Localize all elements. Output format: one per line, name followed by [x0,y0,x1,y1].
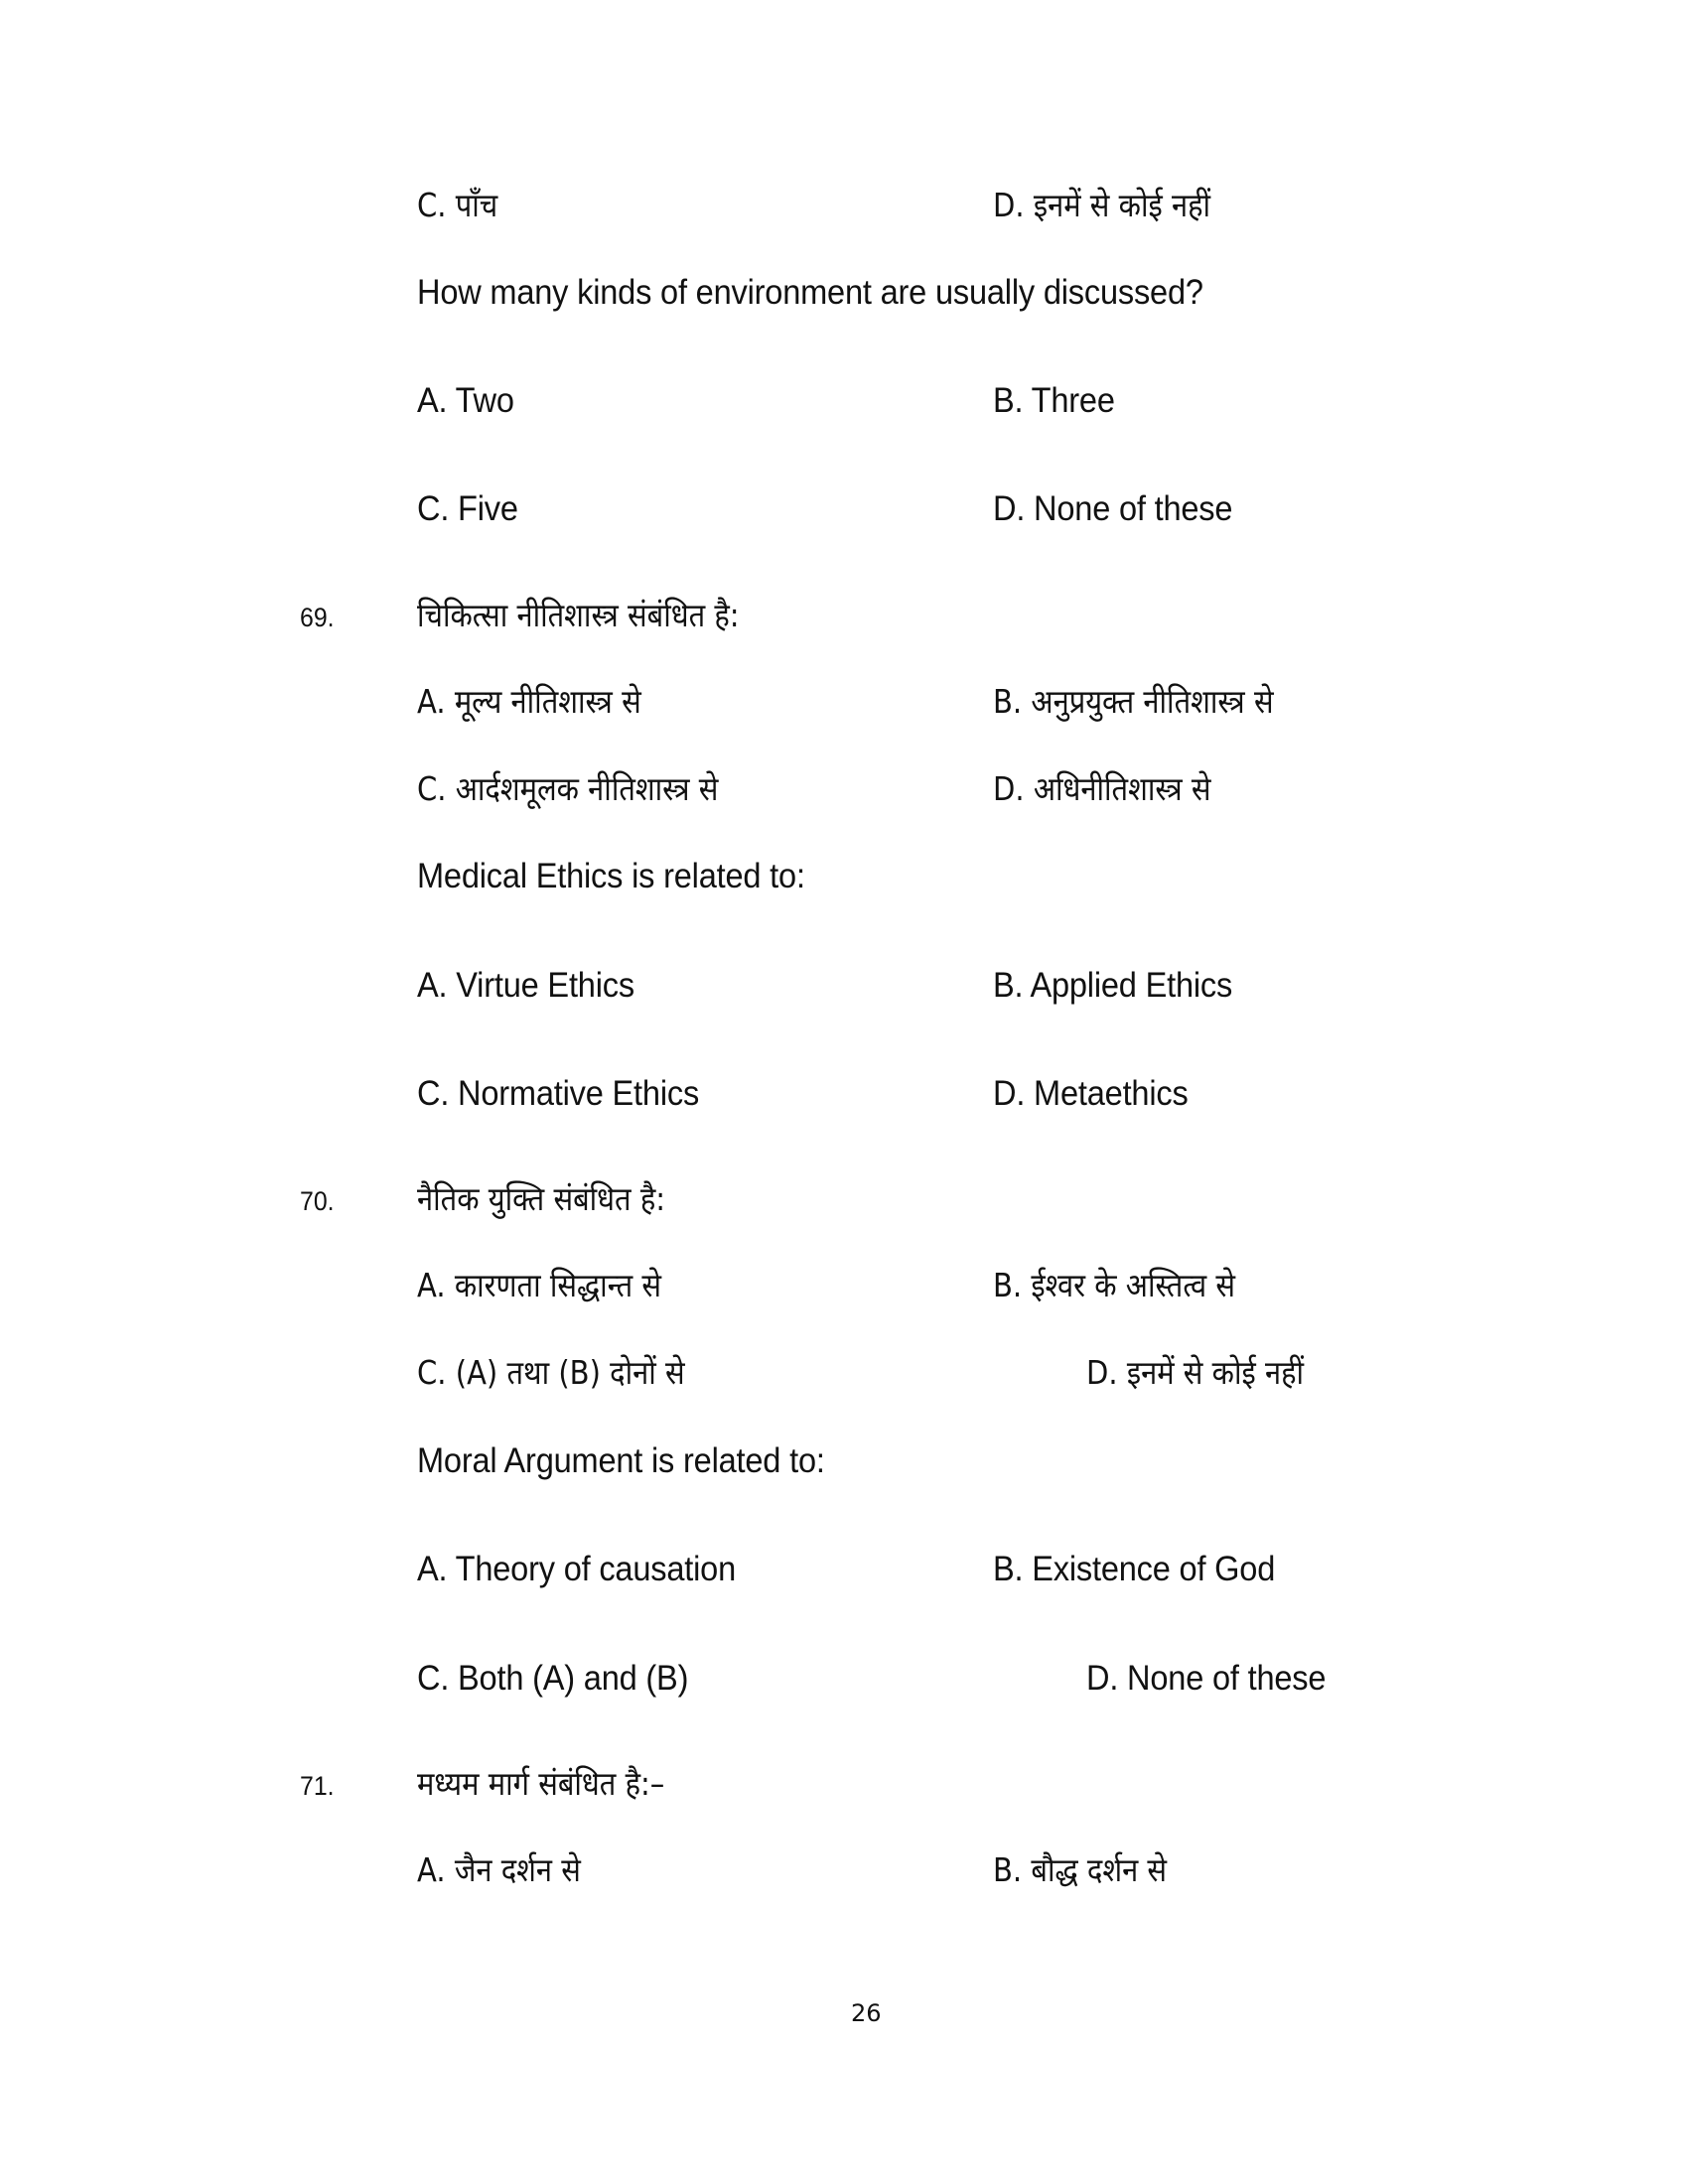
q69-hindi-option-d: D. अधिनीतिशास्त्र से [993,769,1211,808]
q68-english-option-a: A. Two [417,381,514,420]
q69-hindi-option-a: A. मूल्य नीतिशास्त्र से [417,682,641,721]
q70-english-option-b: B. Existence of God [993,1550,1276,1588]
q70-english-question: Moral Argument is related to: [417,1441,825,1480]
q69-english-option-b: B. Applied Ethics [993,966,1233,1005]
q71-hindi-option-a: A. जैन दर्शन से [417,1850,581,1889]
q69-english-question: Medical Ethics is related to: [417,857,805,895]
q68-english-option-b: B. Three [993,381,1115,420]
q70-hindi-option-a: A. कारणता सिद्धान्त से [417,1266,662,1304]
q69-english-option-a: A. Virtue Ethics [417,966,634,1005]
q70-hindi-option-b: B. ईश्वर के अस्तित्व से [993,1266,1236,1304]
q70-hindi-question: नैतिक युक्ति संबंधित है: [417,1179,666,1218]
q69-english-option-d: D. Metaethics [993,1074,1189,1113]
q68-hindi-option-d: D. इनमें से कोई नहीं [993,186,1211,224]
q70-english-option-c: C. Both (A) and (B) [417,1659,689,1698]
q69-english-option-c: C. Normative Ethics [417,1074,700,1113]
q70-english-option-a: A. Theory of causation [417,1550,736,1588]
q71-hindi-question: मध्यम मार्ग संबंधित है:– [417,1764,665,1803]
q70-english-option-d: D. None of these [1086,1659,1327,1698]
q69-hindi-option-b: B. अनुप्रयुक्त नीतिशास्त्र से [993,682,1274,721]
q71-number: 71. [300,1771,335,1801]
q69-hindi-question: चिकित्सा नीतिशास्त्र संबंधित है: [417,596,740,634]
q70-hindi-option-d: D. इनमें से कोई नहीं [1086,1353,1305,1392]
q68-english-option-c: C. Five [417,489,518,528]
q69-number: 69. [300,603,335,632]
q68-english-question: How many kinds of environment are usually discussed? [417,273,1203,312]
q70-number: 70. [300,1186,335,1216]
page-number: 26 [851,1999,882,2027]
q69-hindi-option-c: C. आर्दशमूलक नीतिशास्त्र से [417,769,719,808]
q68-hindi-option-c: C. पाँच [417,186,498,224]
q68-english-option-d: D. None of these [993,489,1233,528]
q70-hindi-option-c: C. (A) तथा (B) दोनों से [417,1353,685,1392]
q71-hindi-option-b: B. बौद्ध दर्शन से [993,1850,1168,1889]
